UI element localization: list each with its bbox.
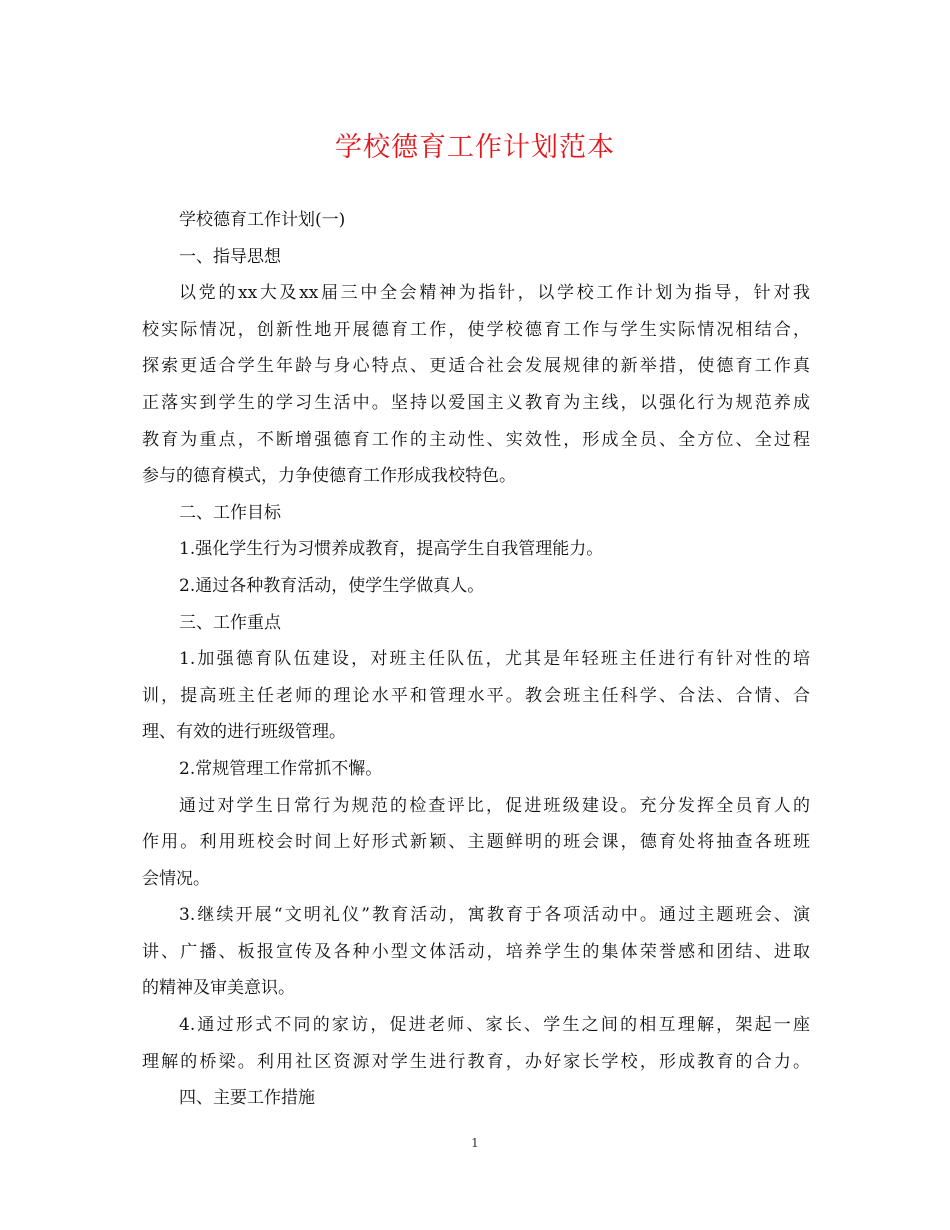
paragraph-line: 正落实到学生的学习生活中。坚持以爱国主义教育为主线，以强化行为规范养成 xyxy=(142,392,810,413)
paragraph-line: 理、有效的进行班级管理。 xyxy=(142,722,346,743)
section-heading: 一、指导思想 xyxy=(179,246,281,267)
paragraph-line: 以党的xx大及xx届三中全会精神为指针，以学校工作计划为指导，针对我 xyxy=(179,283,810,304)
list-item: 4.通过形式不同的家访，促进老师、家长、学生之间的相互理解，架起一座 xyxy=(179,1015,810,1036)
document-body xyxy=(142,202,810,1117)
paragraph-line: 通过对学生日常行为规范的检查评比，促进班级建设。充分发挥全员育人的 xyxy=(179,795,810,816)
document-title: 学校德育工作计划范本 xyxy=(335,132,615,163)
page-number: 1 xyxy=(471,1136,479,1150)
paragraph-line: 会情况。 xyxy=(142,868,210,889)
section-heading: 三、工作重点 xyxy=(179,612,281,633)
paragraph-line: 训，提高班主任老师的理论水平和管理水平。教会班主任科学、合法、合情、合 xyxy=(142,685,810,706)
list-item: 1.强化学生行为习惯养成教育，提高学生自我管理能力。 xyxy=(179,539,604,560)
paragraph-line: 作用。利用班校会时间上好形式新颖、主题鲜明的班会课，德育处将抽查各班班 xyxy=(142,832,810,853)
paragraph-line: 讲、广播、板报宣传及各种小型文体活动，培养学生的集体荣誉感和团结、进取 xyxy=(142,941,810,962)
paragraph-line: 教育为重点，不断增强德育工作的主动性、实效性，形成全员、全方位、全过程 xyxy=(142,429,810,450)
list-item: 2.通过各种教育活动，使学生学做真人。 xyxy=(179,575,485,596)
section-heading: 二、工作目标 xyxy=(179,502,281,523)
list-item: 3.继续开展“文明礼仪”教育活动，寓教育于各项活动中。通过主题班会、演 xyxy=(179,905,810,926)
section-heading: 四、主要工作措施 xyxy=(179,1088,315,1109)
section-heading: 学校德育工作计划(一) xyxy=(179,210,346,230)
paragraph-line: 校实际情况，创新性地开展德育工作，使学校德育工作与学生实际情况相结合， xyxy=(142,319,810,340)
paragraph-line: 参与的德育模式，力争使德育工作形成我校特色。 xyxy=(142,466,516,487)
list-item: 2.常规管理工作常抓不懈。 xyxy=(179,758,383,779)
paragraph-line: 探索更适合学生年龄与身心特点、更适合社会发展规律的新举措，使德育工作真 xyxy=(142,356,810,377)
list-item: 1.加强德育队伍建设，对班主任队伍，尤其是年轻班主任进行有针对性的培 xyxy=(179,649,810,670)
paragraph-line: 理解的桥梁。利用社区资源对学生进行教育，办好家长学校，形成教育的合力。 xyxy=(142,1051,810,1072)
paragraph-line: 的精神及审美意识。 xyxy=(142,978,295,999)
